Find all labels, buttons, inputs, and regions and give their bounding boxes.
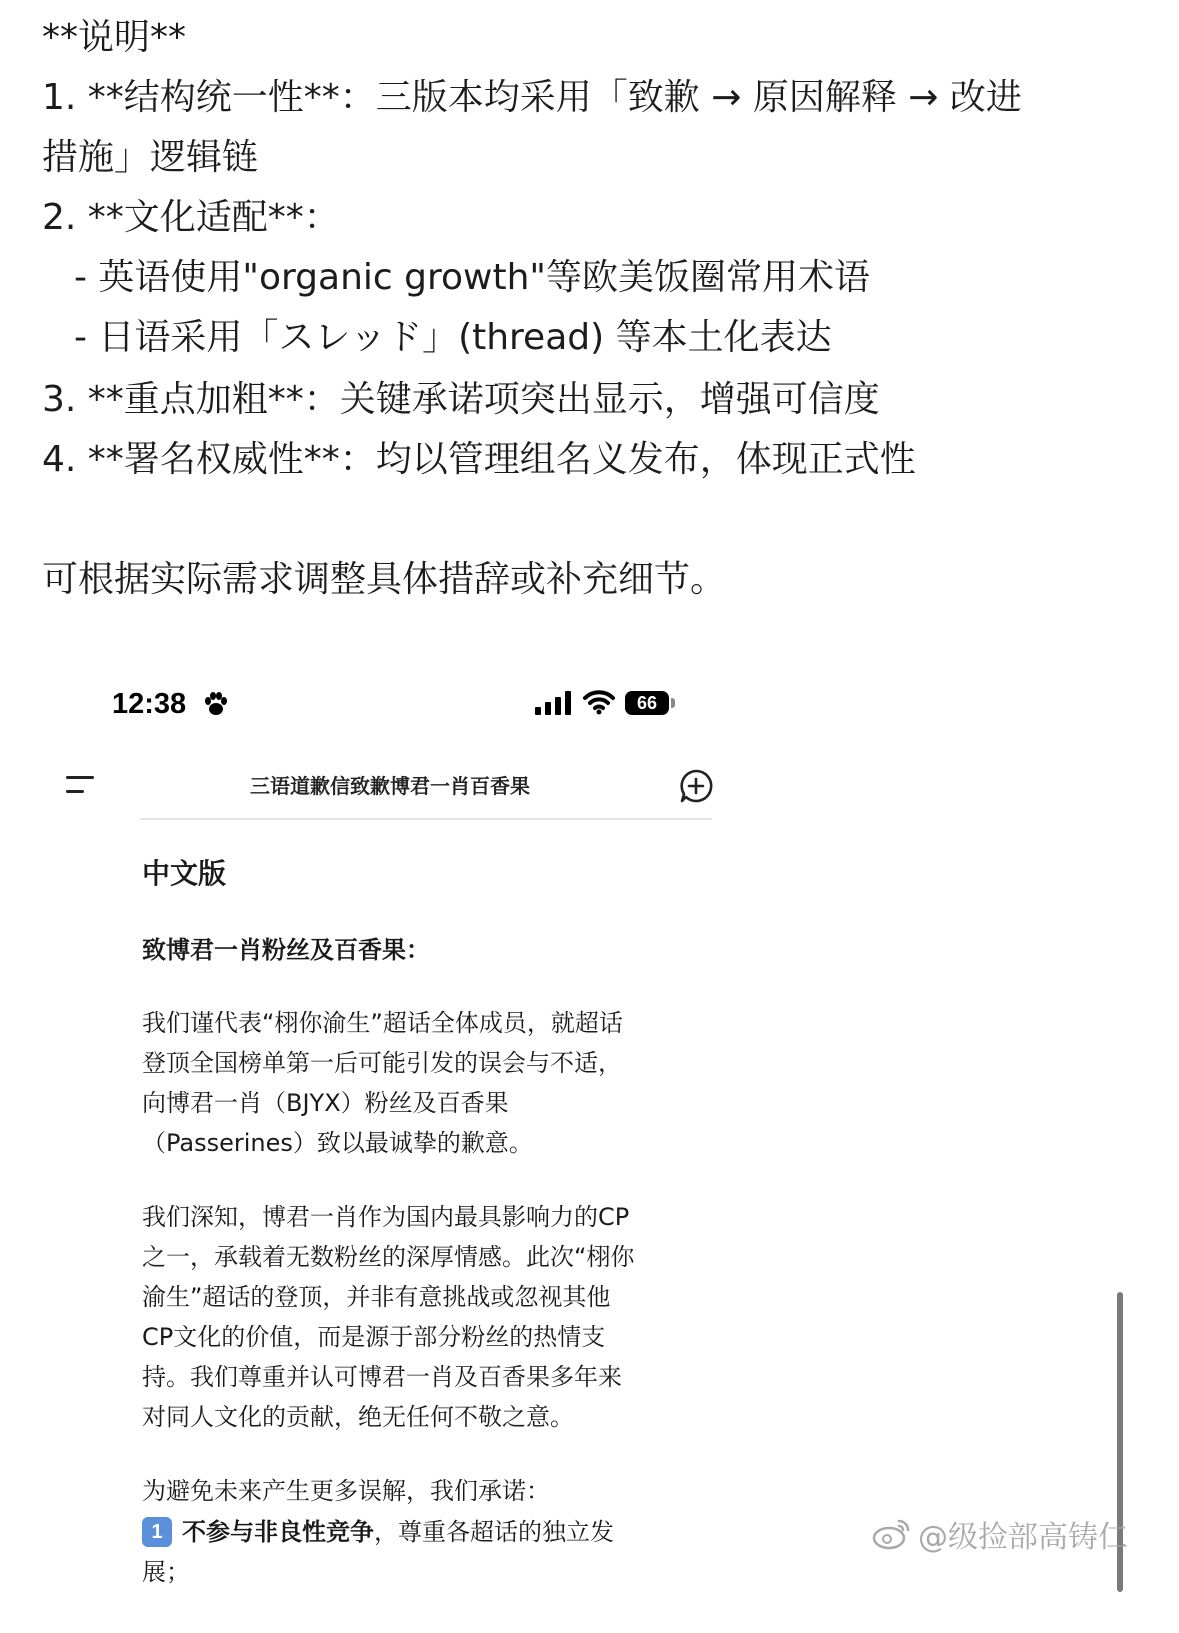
notes-item-2-sub-2: - 日语采用「スレッド」(thread) 等本土化表达 xyxy=(74,317,832,358)
watermark xyxy=(872,1512,1128,1556)
version-heading: 中文版 xyxy=(142,857,227,890)
paragraph-line: 对同人文化的贡献，绝无任何不敬之意。 xyxy=(142,1403,574,1431)
number-one-badge: 1 xyxy=(142,1517,172,1547)
paragraph-line: CP文化的价值，而是源于部分粉丝的热情支 xyxy=(142,1323,606,1351)
notes-item-3: 3. **重点加粗**：关键承诺项突出显示，增强可信度 xyxy=(42,379,880,420)
notes-heading: **说明** xyxy=(42,17,187,58)
weibo-logo-icon xyxy=(872,1517,912,1551)
paragraph-line: 我们谨代表“栩你渝生”超话全体成员，就超话 xyxy=(142,1009,623,1037)
paragraph-line: 我们深知，博君一肖作为国内最具影响力的CP xyxy=(142,1203,630,1231)
paragraph-line: （Passerines）致以最诚挚的歉意。 xyxy=(142,1129,533,1157)
nav-divider xyxy=(140,818,712,820)
paragraph-line: 持。我们尊重并认可博君一肖及百香果多年来 xyxy=(142,1363,622,1391)
promise-item-1 xyxy=(142,1512,614,1552)
battery-icon: 66 xyxy=(625,691,669,715)
paragraph-line: 渝生”超话的登顶，并非有意挑战或忽视其他 xyxy=(142,1283,611,1311)
notes-item-2-sub-1: - 英语使用"organic growth"等欧美饭圈常用术语 xyxy=(74,257,870,298)
promise-item-1-bold: 不参与非良性竞争 xyxy=(182,1518,374,1546)
notes-item-4: 4. **署名权威性**：均以管理组名义发布，体现正式性 xyxy=(42,439,916,480)
notes-item-1-cont: 措施」逻辑链 xyxy=(42,137,259,178)
status-time: 12:38 xyxy=(112,688,187,720)
wifi-icon xyxy=(583,689,615,715)
menu-icon[interactable] xyxy=(66,774,96,796)
salutation: 致博君一肖粉丝及百香果： xyxy=(142,936,430,964)
new-chat-icon[interactable] xyxy=(678,768,714,804)
notes-item-2: 2. **文化适配**： xyxy=(42,197,340,238)
signal-icon xyxy=(535,691,573,715)
chat-title: 三语道歉信致歉博君一肖百香果 xyxy=(250,774,530,798)
promise-item-1-text: ，尊重各超话的独立发 xyxy=(374,1518,614,1546)
battery-tip xyxy=(671,698,675,708)
paragraph-line: 之一，承载着无数粉丝的深厚情感。此次“栩你 xyxy=(142,1243,635,1271)
notes-footer: 可根据实际需求调整具体措辞或补充细节。 xyxy=(42,559,727,600)
watermark-text: @级捡部高铸仁 xyxy=(918,1520,1128,1555)
promise-item-1-cont: 展； xyxy=(142,1558,190,1586)
promise-intro: 为避免未来产生更多误解，我们承诺： xyxy=(142,1477,550,1505)
phone-screenshot xyxy=(0,660,1179,1633)
paragraph-line: 登顶全国榜单第一后可能引发的误会与不适， xyxy=(142,1049,622,1077)
paragraph-line: 向博君一肖（BJYX）粉丝及百香果 xyxy=(142,1089,509,1117)
paw-icon xyxy=(203,691,229,717)
notes-item-1: 1. **结构统一性**：三版本均采用「致歉 → 原因解释 → 改进 xyxy=(42,77,1022,118)
